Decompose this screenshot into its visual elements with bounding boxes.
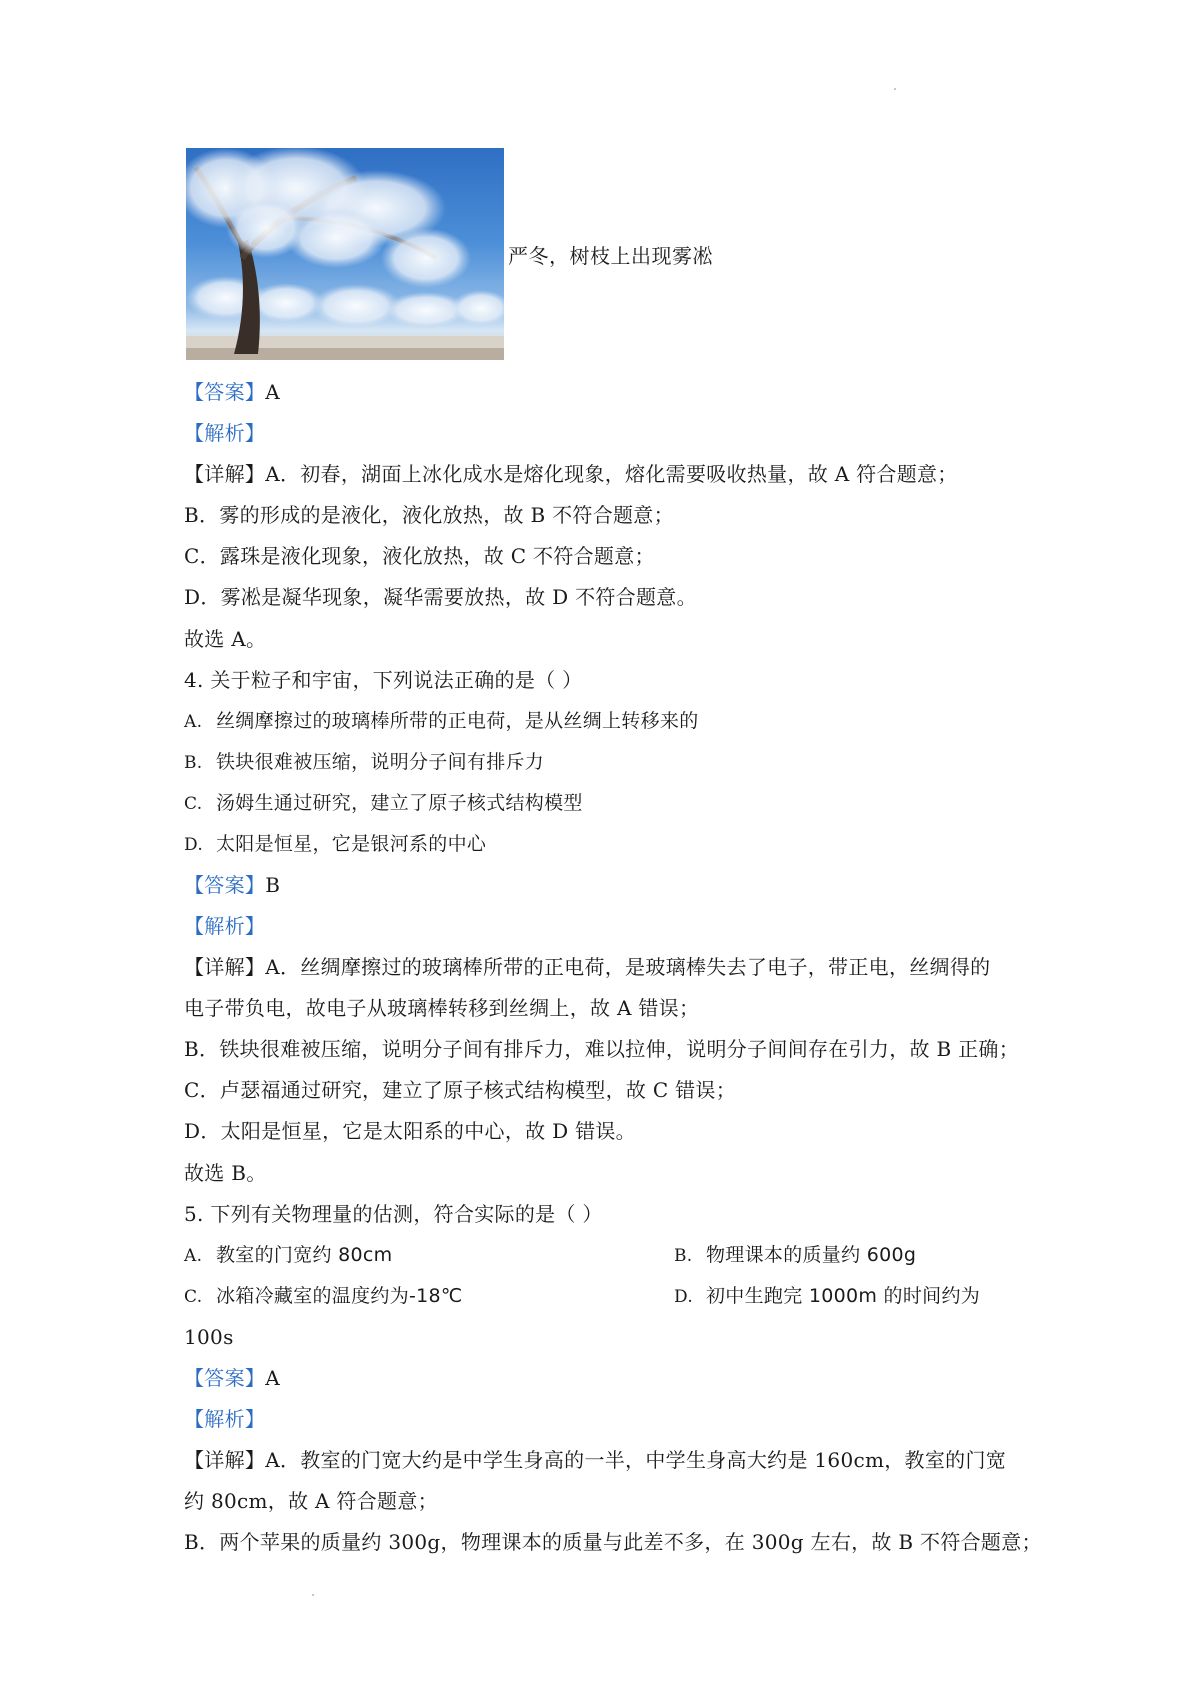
answer-line [184, 871, 280, 899]
option-text: 太阳是恒星，它是银河系的中心 [216, 833, 487, 855]
detail-tag: 【详解】 [184, 462, 266, 486]
option-text: 物理课本的质量约 600g [706, 1244, 917, 1266]
detail-line: 电子带负电，故电子从玻璃棒转移到丝绸上，故 A 错误； [184, 996, 700, 1020]
analysis-tag: 【解析】 [184, 421, 266, 445]
detail-line [184, 460, 958, 488]
question-stem: 4. 关于粒子和宇宙，下列说法正确的是（ ） [184, 668, 583, 692]
conclusion-line: 故选 A。 [184, 627, 267, 651]
question-stem: 5. 下列有关物理量的估测，符合实际的是（ ） [184, 1202, 603, 1226]
option-a [184, 707, 699, 736]
detail-line [184, 953, 990, 981]
answer-line [184, 378, 280, 406]
detail-text: A．教室的门宽大约是中学生身高的一半，中学生身高大约是 160cm，教室的门宽 [265, 1448, 1007, 1472]
option-wrap: 100s [184, 1325, 234, 1349]
option-letter: C. [184, 794, 203, 814]
option-text: 汤姆生通过研究，建立了原子核式结构模型 [216, 792, 583, 814]
detail-line: D．太阳是恒星，它是太阳系的中心，故 D 错误。 [184, 1119, 636, 1143]
figure-caption: 严冬，树枝上出现雾凇 [508, 243, 713, 268]
answer-tag: 【答案】 [184, 1366, 266, 1390]
option-text: 冰箱冷藏室的温度约为-18℃ [216, 1285, 463, 1307]
option-letter: C. [184, 1287, 203, 1307]
option-b [674, 1241, 916, 1270]
answer-value: A [265, 380, 280, 404]
analysis-tag: 【解析】 [184, 914, 266, 938]
detail-tag: 【详解】 [184, 1448, 266, 1472]
answer-line [184, 1364, 280, 1392]
rime-tree-illustration [186, 148, 504, 360]
option-letter: D. [184, 835, 204, 855]
option-text: 丝绸摩擦过的玻璃棒所带的正电荷，是从丝绸上转移来的 [216, 710, 699, 732]
figure-row [186, 148, 713, 360]
option-text: 铁块很难被压缩，说明分子间有排斥力 [216, 751, 545, 773]
option-letter: B. [674, 1246, 693, 1266]
detail-text: A．丝绸摩擦过的玻璃棒所带的正电荷，是玻璃棒失去了电子，带正电，丝绸得的 [265, 955, 991, 979]
option-letter: D. [674, 1287, 694, 1307]
answer-tag: 【答案】 [184, 380, 266, 404]
option-letter: A. [184, 712, 203, 732]
answer-value: A [265, 1366, 280, 1390]
scan-dot [312, 1594, 314, 1596]
detail-tag: 【详解】 [184, 955, 266, 979]
detail-text: A．初春，湖面上冰化成水是熔化现象，熔化需要吸收热量，故 A 符合题意； [265, 462, 958, 486]
option-c [184, 789, 583, 818]
analysis-line [184, 912, 265, 940]
analysis-line [184, 1405, 265, 1433]
answer-tag: 【答案】 [184, 873, 266, 897]
detail-line [184, 1446, 1006, 1474]
option-c [184, 1282, 463, 1311]
option-b [184, 748, 544, 777]
option-a [184, 1241, 392, 1270]
conclusion-line: 故选 B。 [184, 1161, 267, 1185]
detail-line: B．雾的形成的是液化，液化放热，故 B 不符合题意； [184, 503, 674, 527]
detail-line: B．两个苹果的质量约 300g，物理课本的质量与此差不多，在 300g 左右，故 B 不符合题意； [184, 1530, 1042, 1554]
option-d [674, 1282, 980, 1311]
option-letter: B. [184, 753, 203, 773]
option-text: 教室的门宽约 80cm [216, 1244, 393, 1266]
detail-line: C．露珠是液化现象，液化放热，故 C 不符合题意； [184, 544, 655, 568]
rime-tree-photo [186, 148, 504, 360]
detail-line: B．铁块很难被压缩，说明分子间有排斥力，难以拉伸，说明分子间间存在引力，故 B 正确； [184, 1037, 1020, 1061]
option-text: 初中生跑完 1000m 的时间约为 [706, 1285, 981, 1307]
option-letter: A. [184, 1246, 203, 1266]
detail-line: C．卢瑟福通过研究，建立了原子核式结构模型，故 C 错误； [184, 1078, 737, 1102]
detail-line: D．雾凇是凝华现象，凝华需要放热，故 D 不符合题意。 [184, 585, 697, 609]
analysis-tag: 【解析】 [184, 1407, 266, 1431]
analysis-line [184, 419, 265, 447]
scan-dot [894, 88, 896, 90]
option-d [184, 830, 486, 859]
answer-value: B [265, 873, 281, 897]
detail-line: 约 80cm，故 A 符合题意； [184, 1489, 438, 1513]
